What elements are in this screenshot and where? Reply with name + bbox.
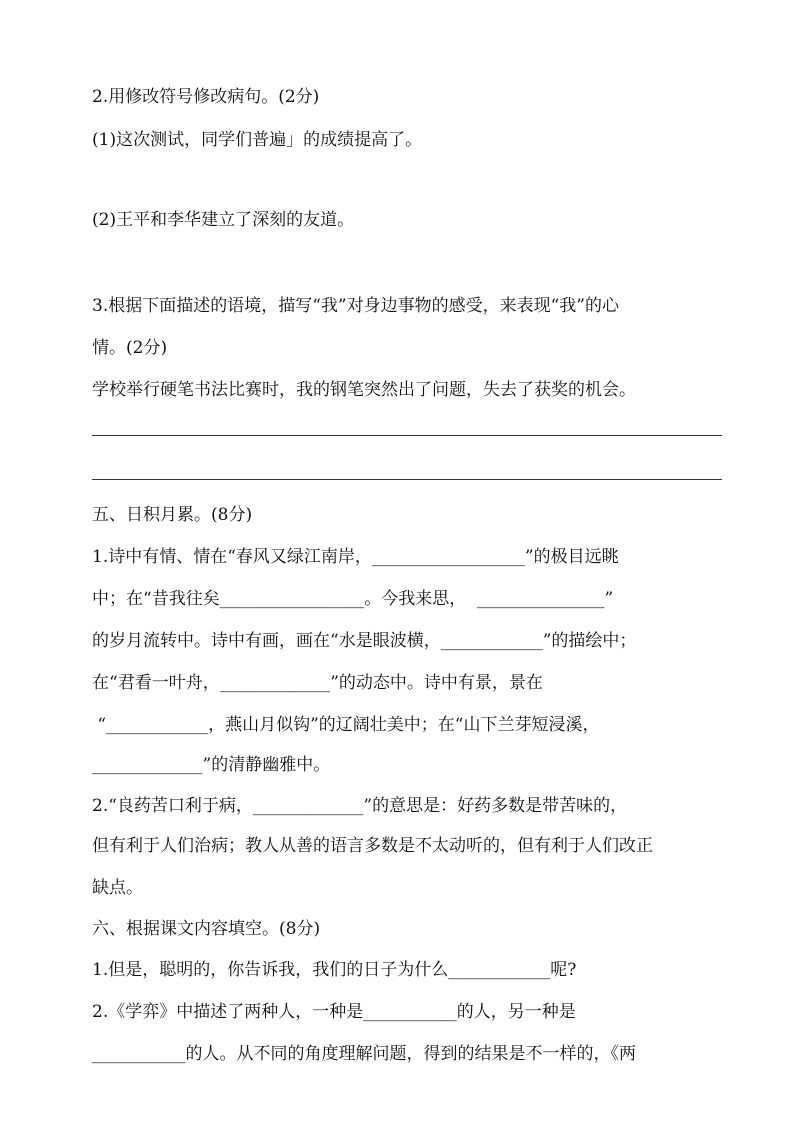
section-6-heading: 六、根据课文内容填空。(8分): [92, 919, 321, 939]
section-5-q1-line-1: 1.诗中有情、情在“春风又绿江南岸，__________________”的极目远眺: [92, 547, 619, 567]
section-6-q2-line-2: ___________的人。从不同的角度理解问题，得到的结果是不一样的，《两: [92, 1044, 636, 1064]
question-3-line-2: 情。(2分): [92, 338, 168, 358]
section-6-q2-line-1: 2.《学弈》中描述了两种人，一种是___________的人，另一种是: [92, 1002, 576, 1022]
section-5-q2-line-2: 但有利于人们治病；教人从善的语言多数是不太动听的，但有利于人们改正: [92, 836, 653, 856]
section-6-q1: 1.但是，聪明的，你告诉我，我们的日子为什么____________呢?: [92, 960, 577, 980]
answer-line-1: [92, 435, 722, 436]
section-5-heading: 五、日积月累。(8分): [92, 505, 253, 525]
section-5-q1-line-5: “____________，燕山月似钩”的辽阔壮美中；在“山下兰芽短浸溪，: [92, 715, 600, 735]
sentence-1: (1)这次测试，同学们普遍」的成绩提高了。: [92, 130, 423, 150]
section-5-q1-line-4: 在“君看一叶舟，_____________”的动态中。诗中有景，景在: [92, 673, 543, 693]
question-3-line-1: 3.根据下面描述的语境，描写“我”对身边事物的感受，来表现“我”的心: [92, 296, 619, 316]
section-5-q2-line-3: 缺点。: [92, 878, 143, 898]
question-3-context: 学校举行硬笔书法比赛时，我的钢笔突然出了问题，失去了获奖的机会。: [92, 380, 636, 400]
sentence-2: (2)王平和李华建立了深刻的友道。: [92, 210, 355, 230]
section-5-q1-line-6: _____________”的清静幽雅中。: [92, 755, 331, 775]
section-5-q1-line-2: 中；在“昔我往矣_________________。今我来思， _______________”: [92, 589, 614, 609]
section-5-q2-line-1: 2.“良药苦口利于病，_____________”的意思是：好药多数是带苦味的，: [92, 796, 628, 816]
question-2-title: 2.用修改符号修改病句。(2分): [92, 87, 320, 107]
answer-line-2: [92, 479, 722, 480]
section-5-q1-line-3: 的岁月流转中。诗中有画，画在“水是眼波横，____________”的描绘中；: [92, 631, 637, 651]
